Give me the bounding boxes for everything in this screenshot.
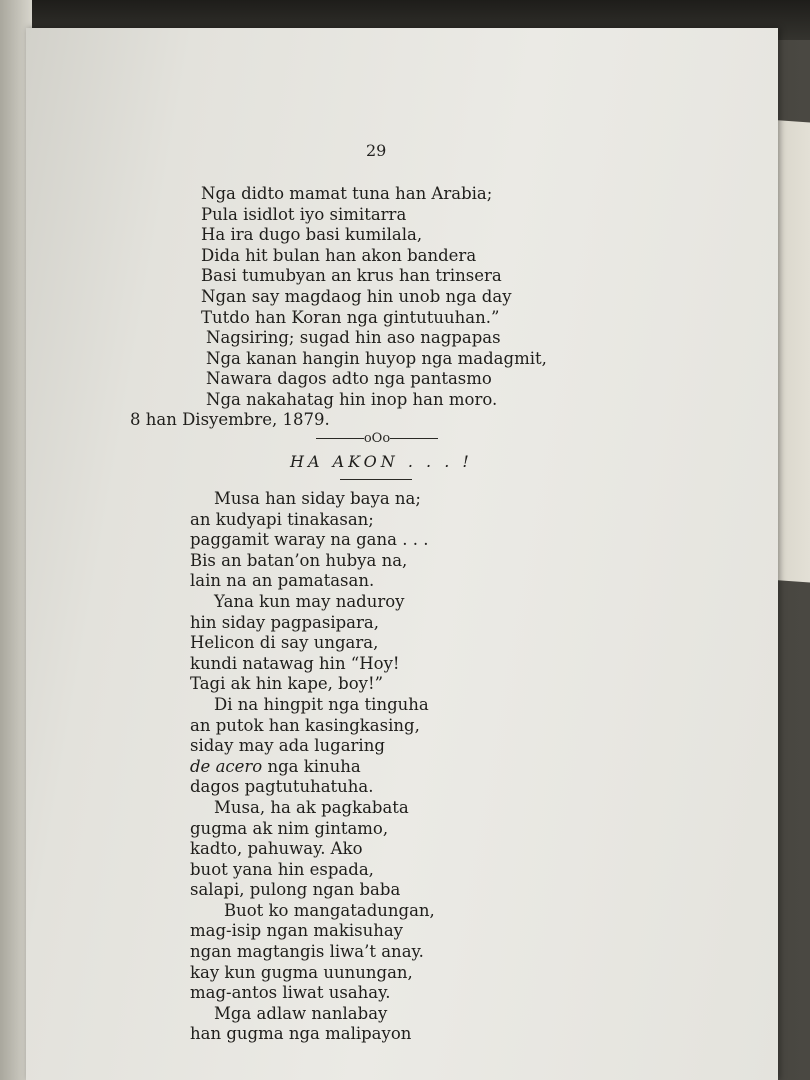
poem-line: gugma ak nim gintamo, [190, 818, 389, 838]
poem-line: kadto, pahuway. Ako [190, 839, 363, 859]
ornament-left-rule [316, 438, 364, 439]
poem-line: Bis an batan’on hubya na, [190, 550, 408, 570]
verse-line: Tutdo han Koran nga gintutuuhan.” [201, 307, 500, 327]
verse-line: Basi tumubyan an krus han trinsera [201, 266, 502, 286]
poem-line: salapi, pulong ngan baba [190, 880, 401, 900]
ornament-mark: oOo [363, 431, 391, 446]
poem-line: dagos pagtutuhatuha. [190, 777, 374, 797]
poem-line: an putok han kasingkasing, [190, 715, 420, 735]
poem-line: ngan magtangis liwa’t anay. [190, 942, 424, 962]
poem-line: Musa, ha ak pagkabata [214, 797, 409, 817]
poem-line: paggamit waray na gana . . . [190, 530, 429, 550]
poem-line: Tagi ak hin kape, boy!” [190, 674, 384, 694]
poem-line: de acero nga kinuha [190, 756, 361, 776]
poem-line: han gugma nga malipayon [190, 1024, 412, 1044]
italic-phrase: de acero [190, 756, 263, 776]
poem-line: Helicon di say ungara, [190, 633, 379, 653]
page-number: 29 [366, 141, 387, 160]
poem-line: Musa han siday baya na; [214, 489, 421, 508]
verse-line: Nga kanan hangin huyop nga madagmit, [206, 348, 547, 368]
poem-line: hin siday pagpasipara, [190, 612, 379, 632]
poem-line: an kudyapi tinakasan; [190, 509, 374, 529]
ornament-right-rule [390, 438, 438, 439]
verse-line: Ha ira dugo basi kumilala, [201, 225, 423, 245]
poem-line: Di na hingpit nga tinguha [214, 694, 429, 714]
poem-title: HA AKON . . . ! [290, 452, 473, 471]
ornament-divider [306, 431, 448, 446]
verse-line: Ngan say magdaog hin unob nga day [201, 286, 512, 306]
verse-line: Nga didto mamat tuna han Arabia; [201, 184, 493, 203]
title-underline [340, 479, 412, 480]
poem-line: lain na an pamatasan. [190, 571, 375, 591]
poem-line: kay kun gugma uunungan, [190, 962, 413, 982]
poem-line: Yana kun may naduroy [214, 591, 405, 611]
poem-line: kundi natawag hin “Hoy! [190, 653, 400, 673]
verse-line: Nagsiring; sugad hin aso nagpapas [206, 328, 501, 347]
verse-line: Pula isidlot iyo simitarra [201, 204, 407, 224]
poem-line: buot yana hin espada, [190, 859, 374, 879]
date-line: 8 han Disyembre, 1879. [130, 410, 330, 429]
verse-line: Dida hit bulan han akon bandera [201, 245, 477, 265]
verse-line: Nawara dagos adto nga pantasmo [206, 369, 492, 389]
stanza-b [206, 328, 547, 410]
poem-line: Buot ko mangatadungan, [224, 900, 435, 920]
verse-line: Nga nakahatag hin inop han moro. [206, 389, 498, 409]
poem-line: siday may ada lugaring [190, 736, 385, 756]
poem-body [190, 489, 435, 1045]
stanza-a [201, 184, 512, 328]
poem-line: mag-antos liwat usahay. [190, 983, 391, 1003]
poem-line: mag-isip ngan makisuhay [190, 921, 403, 941]
poem-line: Mga adlaw nanlabay [214, 1003, 388, 1023]
